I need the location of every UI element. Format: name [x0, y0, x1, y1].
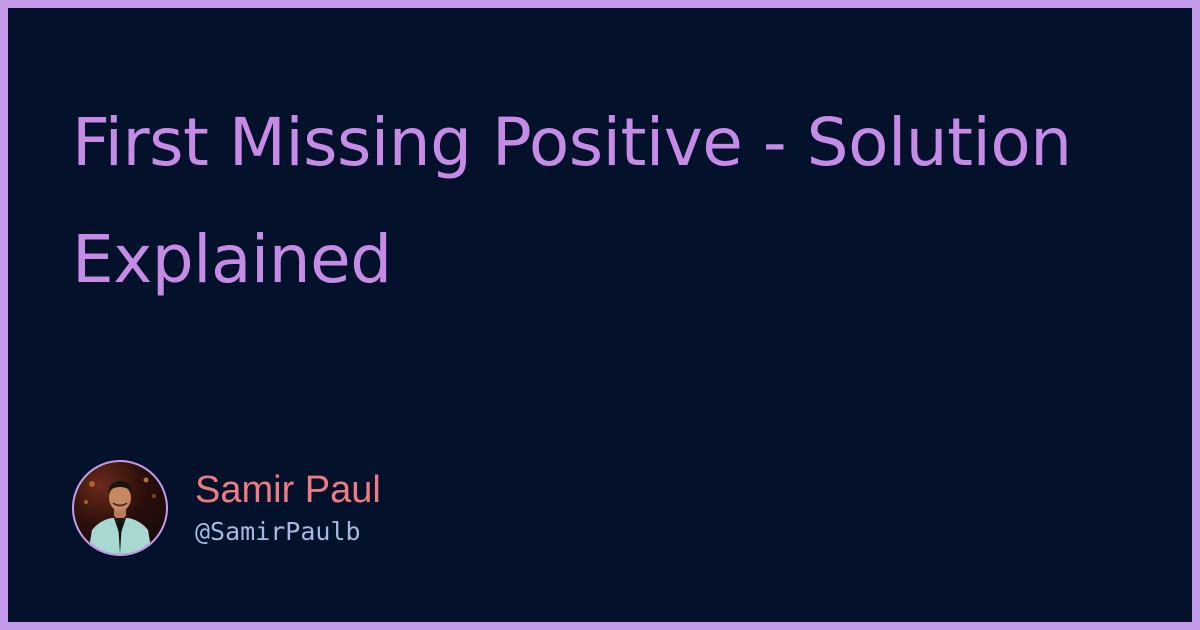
author-block — [72, 458, 381, 558]
avatar-photo-icon — [74, 462, 166, 554]
avatar — [72, 460, 168, 556]
author-info — [195, 468, 381, 548]
post-title: First Missing Positive - Solution Explained — [72, 104, 1072, 298]
author-name: Samir Paul — [195, 469, 381, 511]
author-handle: @SamirPaulb — [195, 517, 361, 546]
social-card — [8, 8, 1192, 622]
